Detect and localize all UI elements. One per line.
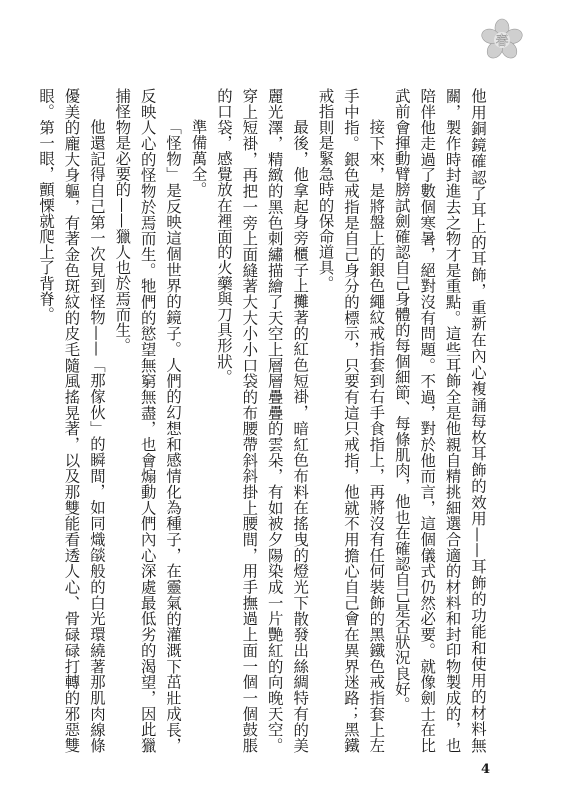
paragraph-6: 他還記得自己第一次見到怪物——「那傢伙」的瞬間，如同熾燄般的白光環繞著那肌肉線條優美的龐大身軀，有著金色斑紋的皮毛隨風搖晃著，以及那雙能看透人心、骨碌碌打轉的邪惡雙眼。第一眼，顫慄就爬上了背脊。 — [37, 88, 106, 753]
paragraph-4: 準備萬全。 — [189, 118, 208, 197]
page-number: 4 — [480, 762, 490, 777]
logo-character: 春 — [495, 34, 509, 49]
paragraph-5: 「怪物」是反映這個世界的鏡子。人們的幻想和感情化為種子，在靈氣的灌溉下茁壯成長，反映人心的怪物於焉而生。牠們的慾望無窮無盡，也會煽動人們內心深處最低劣的渴望，因此獵捕怪物是必要的——獵人也於焉而生。 — [113, 88, 183, 753]
cherry-blossom-icon — [481, 19, 523, 61]
vertical-text-body — [37, 88, 490, 753]
paragraph-1: 他用銅鏡確認了耳上的耳飾，重新在內心複誦每枚耳飾的效用——耳飾的功能和使用的材料無關，製作時封進去之物才是重點。這些耳飾全是他親自精挑細選合適的材料和封印物製成的，也陪伴他走過了數個寒暑，絕對沒有問題。不過，對於他而言，這個儀式仍然必要。就像劍士在比武前會揮動臂膀試劍確認自己身體的每個細節、每條肌肉，他也在確認自己是否狀況良好。 — [392, 88, 487, 753]
paragraph-3: 最後，他拿起身旁櫃子上攤著的紅色短褂，暗紅色布料在搖曳的燈光下散發出絲綢特有的美麗光澤，精緻的黑色刺繡描繪了天空上層層疊疊的雲朵，有如被夕陽染成一片艷紅的向晚天空。穿上短褂，再把一旁上面縫著大大小小口袋的布腰帶斜斜掛上腰間，用手撫過上面一個一個鼓脹的口袋，感覺放在裡面的火藥與刀具形狀。 — [214, 88, 310, 753]
paragraph-2: 接下來，是將盤上的銀色繩紋戒指套到右手食指上，再將沒有任何裝飾的黑鐵色戒指套上左手中指。銀色戒指是自己身分的標示，只要有這只戒指，他就不用擔心自己會在異界迷路；黑鐵戒指則是緊急時的保命道具。 — [316, 88, 386, 753]
